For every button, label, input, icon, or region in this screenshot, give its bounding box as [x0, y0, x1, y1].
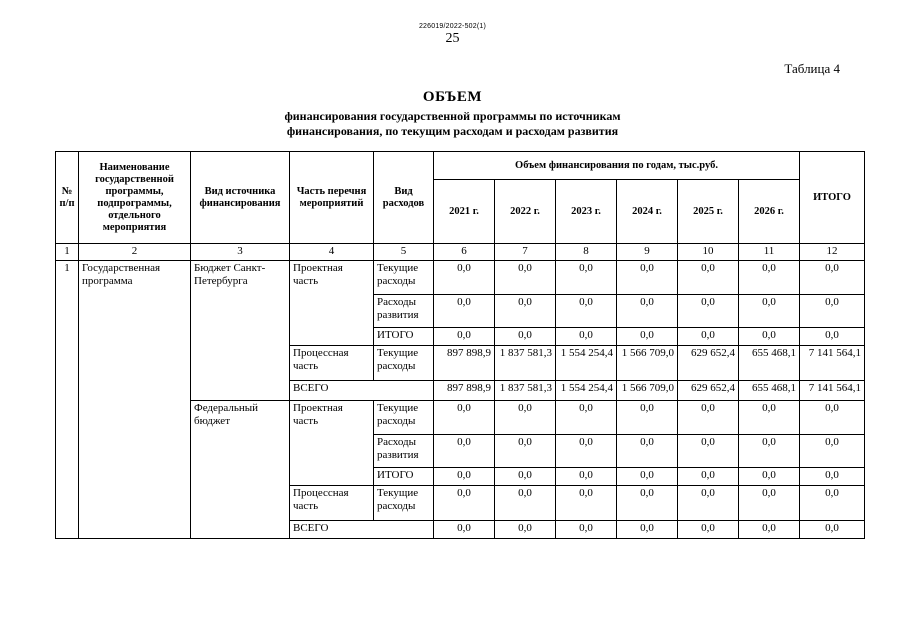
value-cell: 0,0	[617, 261, 678, 295]
column-number: 5	[374, 244, 434, 261]
value-cell: 0,0	[434, 261, 495, 295]
value-cell: 629 652,4	[678, 381, 739, 401]
part-name: Проектная часть	[290, 261, 374, 346]
value-cell: 0,0	[495, 328, 556, 346]
total-label: ВСЕГО	[290, 521, 434, 539]
value-cell: 0,0	[739, 401, 800, 435]
header-year: 2023 г.	[556, 180, 617, 244]
source-name: Федеральный бюджет	[191, 401, 290, 539]
value-cell: 0,0	[495, 486, 556, 521]
page-title: ОБЪЕМ	[422, 89, 483, 105]
header-year: 2022 г.	[495, 180, 556, 244]
value-cell: 0,0	[434, 295, 495, 328]
value-cell: 0,0	[800, 486, 865, 521]
financing-table	[55, 151, 865, 539]
value-cell: 1 837 581,3	[495, 346, 556, 381]
value-cell: 1 566 709,0	[617, 381, 678, 401]
value-cell: 0,0	[495, 521, 556, 539]
value-cell: 0,0	[495, 468, 556, 486]
value-cell: 1 566 709,0	[617, 346, 678, 381]
value-cell: 0,0	[617, 521, 678, 539]
value-cell: 0,0	[800, 468, 865, 486]
header-source: Вид источника финансирования	[191, 152, 290, 244]
value-cell: 0,0	[678, 295, 739, 328]
header-year: 2021 г.	[434, 180, 495, 244]
value-cell: 897 898,9	[434, 346, 495, 381]
table-label: Таблица 4	[784, 61, 840, 76]
column-number: 9	[617, 244, 678, 261]
column-number: 11	[739, 244, 800, 261]
header-part: Часть перечня мероприятий	[290, 152, 374, 244]
header-years-group: Объем финансирования по годам, тыс.руб.	[434, 152, 800, 180]
value-cell: 0,0	[739, 328, 800, 346]
value-cell: 0,0	[434, 521, 495, 539]
column-number: 3	[191, 244, 290, 261]
expense-type: ИТОГО	[374, 468, 434, 486]
value-cell: 0,0	[434, 486, 495, 521]
value-cell: 0,0	[556, 328, 617, 346]
column-number: 12	[800, 244, 865, 261]
value-cell: 0,0	[617, 435, 678, 468]
page-number: 25	[445, 31, 460, 46]
value-cell: 0,0	[495, 295, 556, 328]
header-name: Наименование государственной программы, подпрограммы, отдельного мероприятия	[79, 152, 191, 244]
expense-type: ИТОГО	[374, 328, 434, 346]
column-number: 6	[434, 244, 495, 261]
value-cell: 0,0	[800, 435, 865, 468]
value-cell: 0,0	[739, 468, 800, 486]
subtitle-line-1: финансирования государственной программы по источникам	[284, 109, 621, 123]
value-cell: 0,0	[495, 435, 556, 468]
part-name: Проектная часть	[290, 401, 374, 486]
value-cell: 0,0	[678, 468, 739, 486]
header-year: 2025 г.	[678, 180, 739, 244]
part-name: Процессная часть	[290, 486, 374, 521]
column-number: 4	[290, 244, 374, 261]
column-number: 7	[495, 244, 556, 261]
value-cell: 0,0	[800, 295, 865, 328]
value-cell: 0,0	[556, 401, 617, 435]
value-cell: 0,0	[739, 261, 800, 295]
value-cell: 0,0	[556, 486, 617, 521]
expense-type: Текущие расходы	[374, 486, 434, 521]
column-number-row	[56, 244, 865, 261]
value-cell: 1 554 254,4	[556, 346, 617, 381]
expense-type: Расходы развития	[374, 295, 434, 328]
value-cell: 0,0	[800, 328, 865, 346]
source-name: Бюджет Санкт-Петербурга	[191, 261, 290, 401]
header-num: № п/п	[56, 152, 79, 244]
value-cell: 0,0	[434, 328, 495, 346]
value-cell: 0,0	[678, 401, 739, 435]
value-cell: 0,0	[556, 261, 617, 295]
value-cell: 655 468,1	[739, 381, 800, 401]
value-cell: 0,0	[800, 261, 865, 295]
expense-type: Текущие расходы	[374, 346, 434, 381]
value-cell: 0,0	[556, 435, 617, 468]
value-cell: 0,0	[739, 521, 800, 539]
value-cell: 0,0	[495, 401, 556, 435]
column-number: 10	[678, 244, 739, 261]
table-row	[56, 261, 865, 295]
value-cell: 0,0	[678, 521, 739, 539]
expense-type: Текущие расходы	[374, 401, 434, 435]
value-cell: 0,0	[678, 261, 739, 295]
value-cell: 0,0	[495, 261, 556, 295]
value-cell: 0,0	[617, 468, 678, 486]
value-cell: 897 898,9	[434, 381, 495, 401]
column-number: 1	[56, 244, 79, 261]
value-cell: 0,0	[617, 295, 678, 328]
subtitle-line-2: финансирования, по текущим расходам и расходам развития	[286, 124, 619, 138]
total-label: ВСЕГО	[290, 381, 434, 401]
value-cell: 0,0	[556, 295, 617, 328]
value-cell: 1 554 254,4	[556, 381, 617, 401]
value-cell: 0,0	[739, 295, 800, 328]
value-cell: 0,0	[800, 521, 865, 539]
value-cell: 0,0	[739, 486, 800, 521]
value-cell: 0,0	[434, 468, 495, 486]
value-cell: 655 468,1	[739, 346, 800, 381]
value-cell: 0,0	[556, 468, 617, 486]
value-cell: 0,0	[434, 401, 495, 435]
column-number: 8	[556, 244, 617, 261]
value-cell: 0,0	[617, 486, 678, 521]
value-cell: 0,0	[739, 435, 800, 468]
value-cell: 0,0	[678, 486, 739, 521]
header-total: ИТОГО	[800, 152, 865, 244]
program-name: Государственная программа	[79, 261, 191, 539]
document-id: 226019/2022-502(1)	[418, 23, 487, 30]
expense-type: Расходы развития	[374, 435, 434, 468]
part-name: Процессная часть	[290, 346, 374, 381]
header-expense: Вид расходов	[374, 152, 434, 244]
header-year: 2024 г.	[617, 180, 678, 244]
expense-type: Текущие расходы	[374, 261, 434, 295]
value-cell: 0,0	[617, 401, 678, 435]
value-cell: 0,0	[678, 435, 739, 468]
row-number: 1	[56, 261, 79, 539]
value-cell: 0,0	[617, 328, 678, 346]
value-cell: 7 141 564,1	[800, 381, 865, 401]
header-year: 2026 г.	[739, 180, 800, 244]
column-number: 2	[79, 244, 191, 261]
value-cell: 629 652,4	[678, 346, 739, 381]
value-cell: 0,0	[678, 328, 739, 346]
value-cell: 0,0	[556, 521, 617, 539]
value-cell: 0,0	[434, 435, 495, 468]
value-cell: 1 837 581,3	[495, 381, 556, 401]
value-cell: 7 141 564,1	[800, 346, 865, 381]
value-cell: 0,0	[800, 401, 865, 435]
